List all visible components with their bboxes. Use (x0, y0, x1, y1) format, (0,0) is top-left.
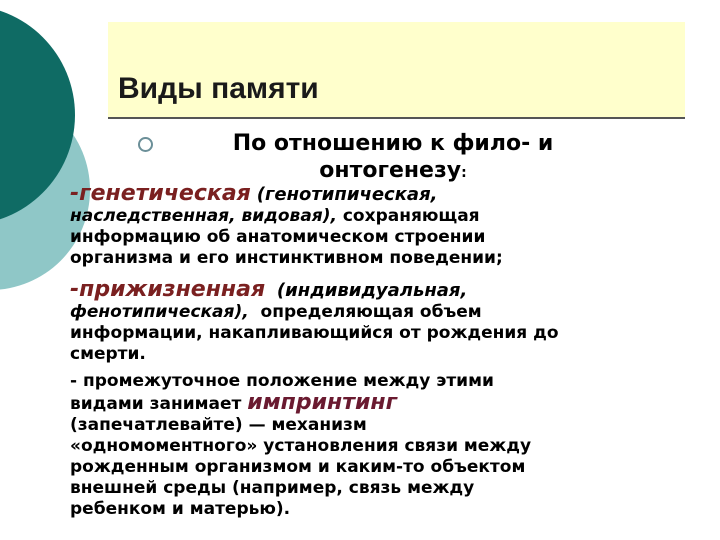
para1-line3: информацию об анатомическом строении (70, 227, 486, 247)
para1-line2 (70, 206, 700, 227)
para2-line4: смерти. (70, 344, 146, 364)
para3-line2-lead: видами занимает (70, 394, 248, 414)
para3-line2 (70, 392, 700, 415)
para3-line4: «одномоментного» установления связи между (70, 436, 532, 456)
para2-line2 (70, 302, 700, 323)
para1-line2-italic: наследственная, видовая), (70, 206, 337, 226)
para2-line2-italic: фенотипическая), (70, 302, 249, 322)
page-title: Виды памяти (118, 72, 319, 105)
term-imprinting: импринтинг (247, 390, 398, 415)
para2-line1 (70, 279, 700, 302)
para3-line3: (запечатлевайте) — механизм (70, 415, 367, 435)
para3-line5: рожденным организмом и каким-то объектом (70, 457, 526, 477)
para1-line4: организма и его инстинктивном поведении; (70, 248, 503, 268)
subtitle-line-2-text: онтогенезу (319, 158, 462, 183)
term-genetic: -генетическая (70, 181, 251, 206)
para3-line1: - промежуточное положение между этими (70, 371, 494, 391)
para3-line7: ребенком и матерью). (70, 499, 291, 519)
para2-paren: (индивидуальная, (276, 280, 468, 301)
content-body (70, 183, 700, 520)
para2-line3: информации, накапливающийся от рождения до (70, 323, 559, 343)
subtitle (168, 130, 618, 187)
para1-paren: (генотипическая, (256, 184, 438, 205)
para2-line2-rest: определяющая объем (248, 302, 482, 322)
title-divider (108, 117, 685, 119)
circle-bullet-icon (138, 137, 153, 152)
para1-line1 (70, 183, 700, 206)
term-lifetime: -прижизненная (70, 277, 266, 302)
subtitle-line-1: По отношению к фило- и (232, 131, 554, 156)
subtitle-colon: : (461, 165, 467, 181)
para1-line2-rest: сохраняющая (336, 206, 480, 226)
para3-line6: внешней среды (например, связь между (70, 478, 475, 498)
